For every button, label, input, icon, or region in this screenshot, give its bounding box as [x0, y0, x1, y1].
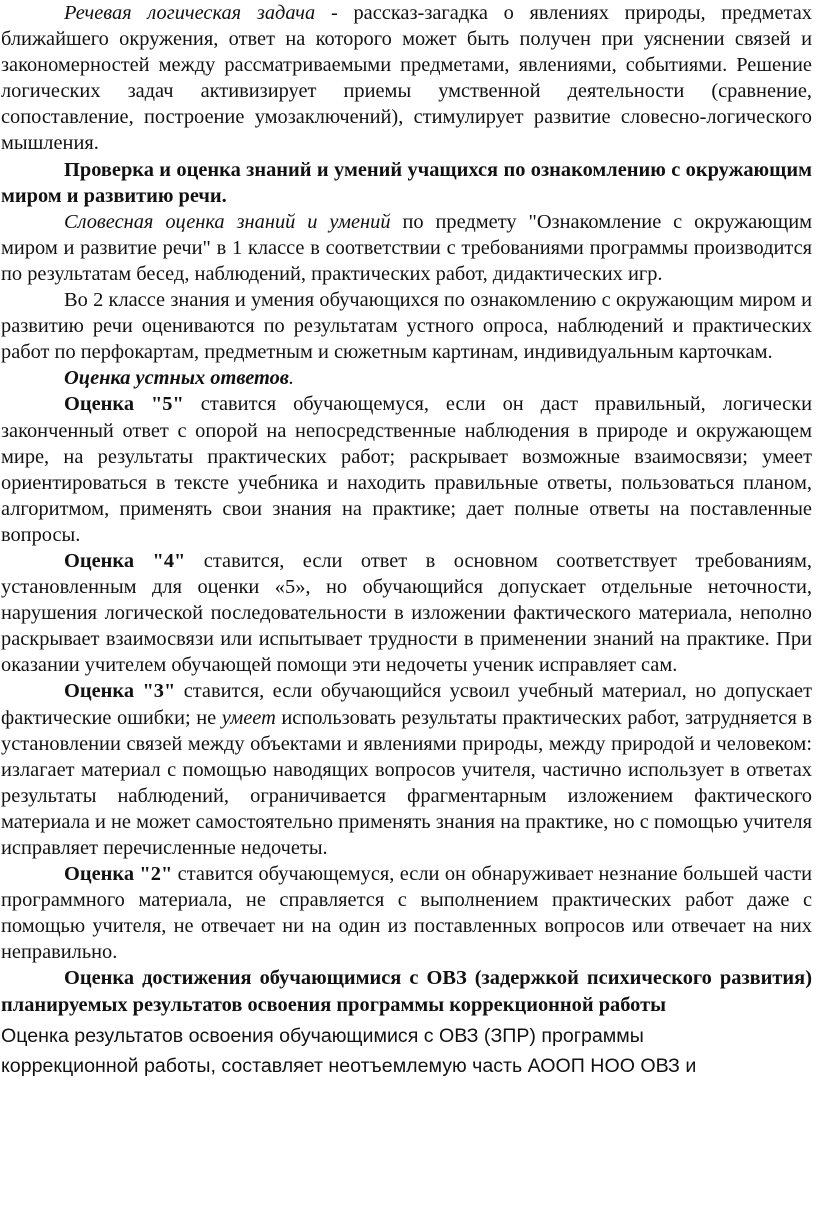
- ovz-heading: Оценка достижения обучающимися с ОВЗ (задержкой психического развития) планируемых результатов освоения программы коррекционной работы: [1, 967, 812, 1016]
- closing-paragraph: [1, 1021, 812, 1081]
- grade2-paragraph: Во 2 классе знания и умения обучающихся по ознакомлению с окружающим миром и развитию речи оцениваются по результатам устного опроса, наблюдений и практических работ по перфокартам, предметным и сюжетным картинам, индивидуальным карточкам.: [1, 289, 812, 364]
- grade-4-paragraph: [1, 548, 812, 678]
- oral-heading: [1, 365, 812, 391]
- closing-line-2: коррекционной работы, составляет неотъемлемую часть АООП НОО ОВЗ и: [1, 1054, 697, 1077]
- grade-3-label: Оценка "3": [64, 680, 176, 703]
- oral-heading-dot: .: [288, 367, 294, 390]
- grade-3-text-after: использовать результаты практических работ, затрудняется в установлении связей между объектами и явлениями природы, между природой и человеком: излагает материал с помощью наводящих вопросов учителя, частично использует в ответах результаты наблюдений, ограничивается фрагментарным изложением фактического материала и не может самостоятельно применять знания на практике, но с помощью учителя исправляет перечисленные недочеты.: [1, 706, 812, 859]
- closing-line-1: Оценка результатов освоения обучающимися с ОВЗ (ЗПР) программы: [1, 1024, 644, 1047]
- grade-5-paragraph: [1, 391, 812, 548]
- grade-2-text: ставится обучающемуся, если он обнаруживает незнание большей части программного материала, не справляется с выполнением практических работ даже с помощью учителя, не отвечает ни на один из поставленных вопросов или отвечает на них неправильно.: [1, 863, 812, 964]
- intro-text: - рассказ-загадка о явлениях природы, предметах ближайшего окружения, ответ на которого может быть получен при уяснении связей и закономерностей между рассматриваемыми предметами, явлениями, событиями. Решение логических задач активизирует приемы умственной деятельности (сравнение, сопоставление, построение умозаключений), стимулирует развитие словесно-логического мышления.: [1, 2, 813, 155]
- verbal-term: Словесная оценка знаний и умений: [64, 210, 391, 233]
- grade-2-paragraph: [1, 861, 812, 965]
- grade-3-text-italic: умеет: [221, 706, 276, 729]
- grade-2-label: Оценка "2": [64, 863, 173, 886]
- oral-heading-text: Оценка устных ответов: [64, 367, 289, 390]
- verbal-text: по предмету "Ознакомление с окружающим миром и развитие речи" в 1 классе в соответствии с требованиями программы производится по результатам бесед, наблюдений, практических работ, дидактических игр.: [1, 210, 813, 285]
- grade-4-text: ставится, если ответ в основном соответствует требованиям, установленным для оценки «5», но обучающийся допускает отдельные неточности, нарушения логической последовательности в изложении фактического материала, неполно раскрывает взаимосвязи или испытывает трудности в применении знаний на практике. При оказании учителем обучающей помощи эти недочеты ученик исправляет сам.: [1, 549, 812, 677]
- check-heading: Проверка и оценка знаний и умений учащихся по ознакомлению с окружающим миром и развитию речи.: [1, 158, 812, 207]
- grade-3-text-before: ставится, если обучающийся усвоил учебный материал, но допускает фактические ошибки; не: [1, 680, 812, 729]
- intro-paragraph: [1, 0, 812, 157]
- grade-3-paragraph: [1, 678, 812, 861]
- grade-5-text: ставится обучающемуся, если он даст правильный, логически законченный ответ с опорой на непосредственные наблюдения в природе и окружающем мире, на результаты практических работ; раскрывает возможные взаимосвязи; умеет ориентироваться в тексте учебника и находить правильные ответы, пользоваться планом, алгоритмом, применять свои знания на практике; дает полные ответы на поставленные вопросы.: [1, 393, 812, 546]
- intro-term: Речевая логическая задача: [64, 2, 316, 24]
- grade-5-label: Оценка "5": [64, 393, 184, 416]
- grade-4-label: Оценка "4": [64, 549, 186, 572]
- verbal-paragraph: [1, 209, 812, 287]
